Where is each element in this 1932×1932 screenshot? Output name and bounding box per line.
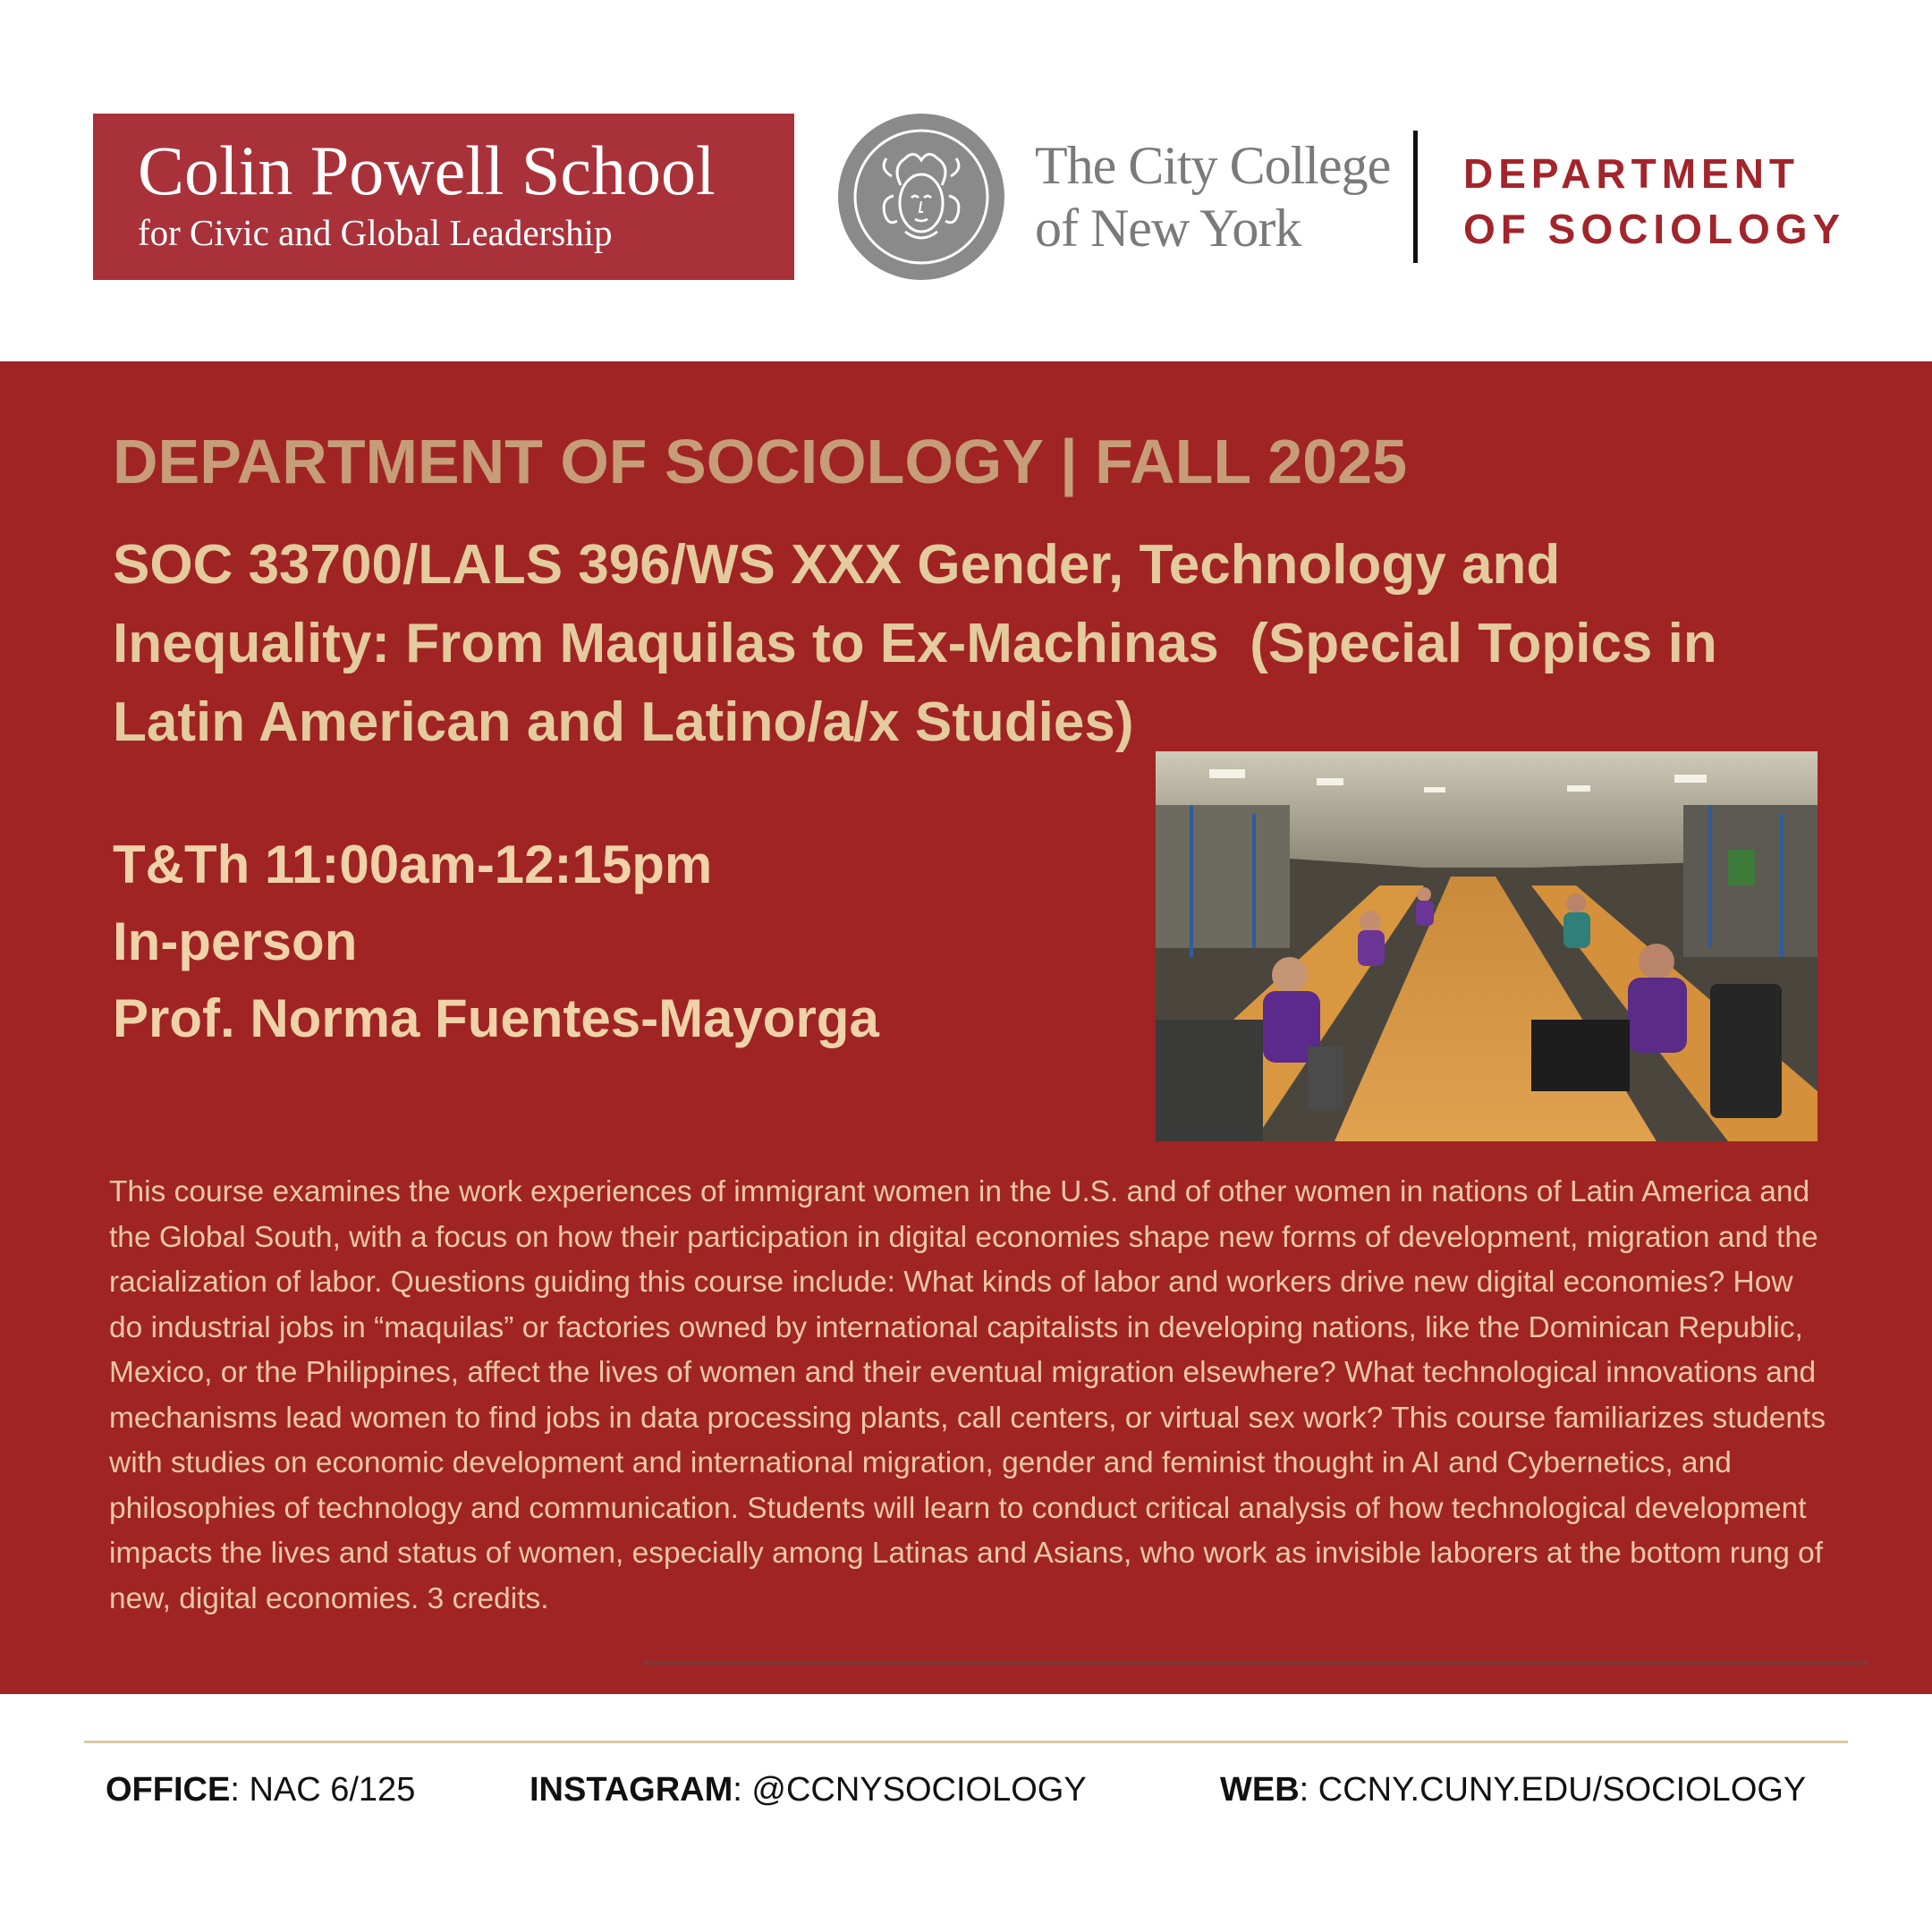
college-line-1: The City College: [1035, 136, 1391, 195]
web-label: WEB: [1220, 1771, 1300, 1809]
footer-rule: [84, 1741, 1848, 1743]
course-title-main: SOC 33700/LALS 396/WS XXX Gender, Technology and Inequality: From Maquilas to Ex-Machinas: [113, 534, 1561, 674]
colin-powell-school-logo: [93, 114, 794, 280]
course-description: This course examines the work experiences of immigrant women in the U.S. and of other women in nations of Latin America and the Global South, with a focus on how their participation in digital economies shape new forms of development, migration and the racialization of labor. Questions guiding this course include: What kinds of labor and workers drive new digital economies? How do industrial jobs in “maquilas” or factories owned by international capitalists in developing nations, like the Dominican Republic, Mexico, or the Philippines, affect the lives of women and their eventual migration elsewhere? What technological innovations and mechanisms lead women to find jobs in data processing plants, call centers, or virtual sex work? This course familiarizes students with studies on economic development and international migration, gender and feminist thought in AI and Cybernetics, and philosophies of technology and communication. Students will learn to conduct critical analysis of how technological development impacts the lives and status of women, especially among Latinas and Asians, who work as invisible laborers at the bottom rung of new, digital economies. 3 credits.: [109, 1175, 1826, 1615]
factory-photo: [1156, 751, 1818, 1141]
city-college-logotype: [1035, 134, 1390, 259]
office-label: OFFICE: [106, 1771, 231, 1809]
office-info: [106, 1767, 415, 1812]
dept-line-1: DEPARTMENT: [1463, 150, 1801, 197]
office-value: : NAC 6/125: [230, 1771, 416, 1809]
course-mode: In-person: [113, 911, 358, 971]
header-divider: [1413, 131, 1418, 263]
course-title: [113, 526, 1812, 762]
school-subtitle: for Civic and Global Leadership: [138, 212, 613, 253]
instagram-label: INSTAGRAM: [530, 1771, 733, 1809]
web-info[interactable]: [1220, 1767, 1806, 1812]
instructor-name: Prof. Norma Fuentes-Mayorga: [113, 988, 879, 1048]
dept-line-2: OF SOCIOLOGY: [1463, 206, 1846, 252]
panel-bottom-rule: [644, 1661, 1868, 1665]
department-logotype: [1463, 146, 1845, 257]
college-line-2: of New York: [1035, 199, 1301, 258]
semester-heading: DEPARTMENT OF SOCIOLOGY | FALL 2025: [113, 427, 1408, 496]
instagram-handle[interactable]: : @CCNYSOCIOLOGY: [733, 1771, 1087, 1809]
medusa-seal-icon: [838, 114, 1004, 280]
instagram-info[interactable]: [530, 1767, 1087, 1812]
course-details: [113, 826, 879, 1057]
web-url[interactable]: : CCNY.CUNY.EDU/SOCIOLOGY: [1299, 1771, 1807, 1809]
course-title-special-topics: (Special Topics in Latin American and Latino/a/x Studies): [113, 613, 1717, 753]
school-title: Colin Powell School: [138, 131, 716, 209]
meeting-time: T&Th 11:00am-12:15pm: [113, 835, 713, 894]
